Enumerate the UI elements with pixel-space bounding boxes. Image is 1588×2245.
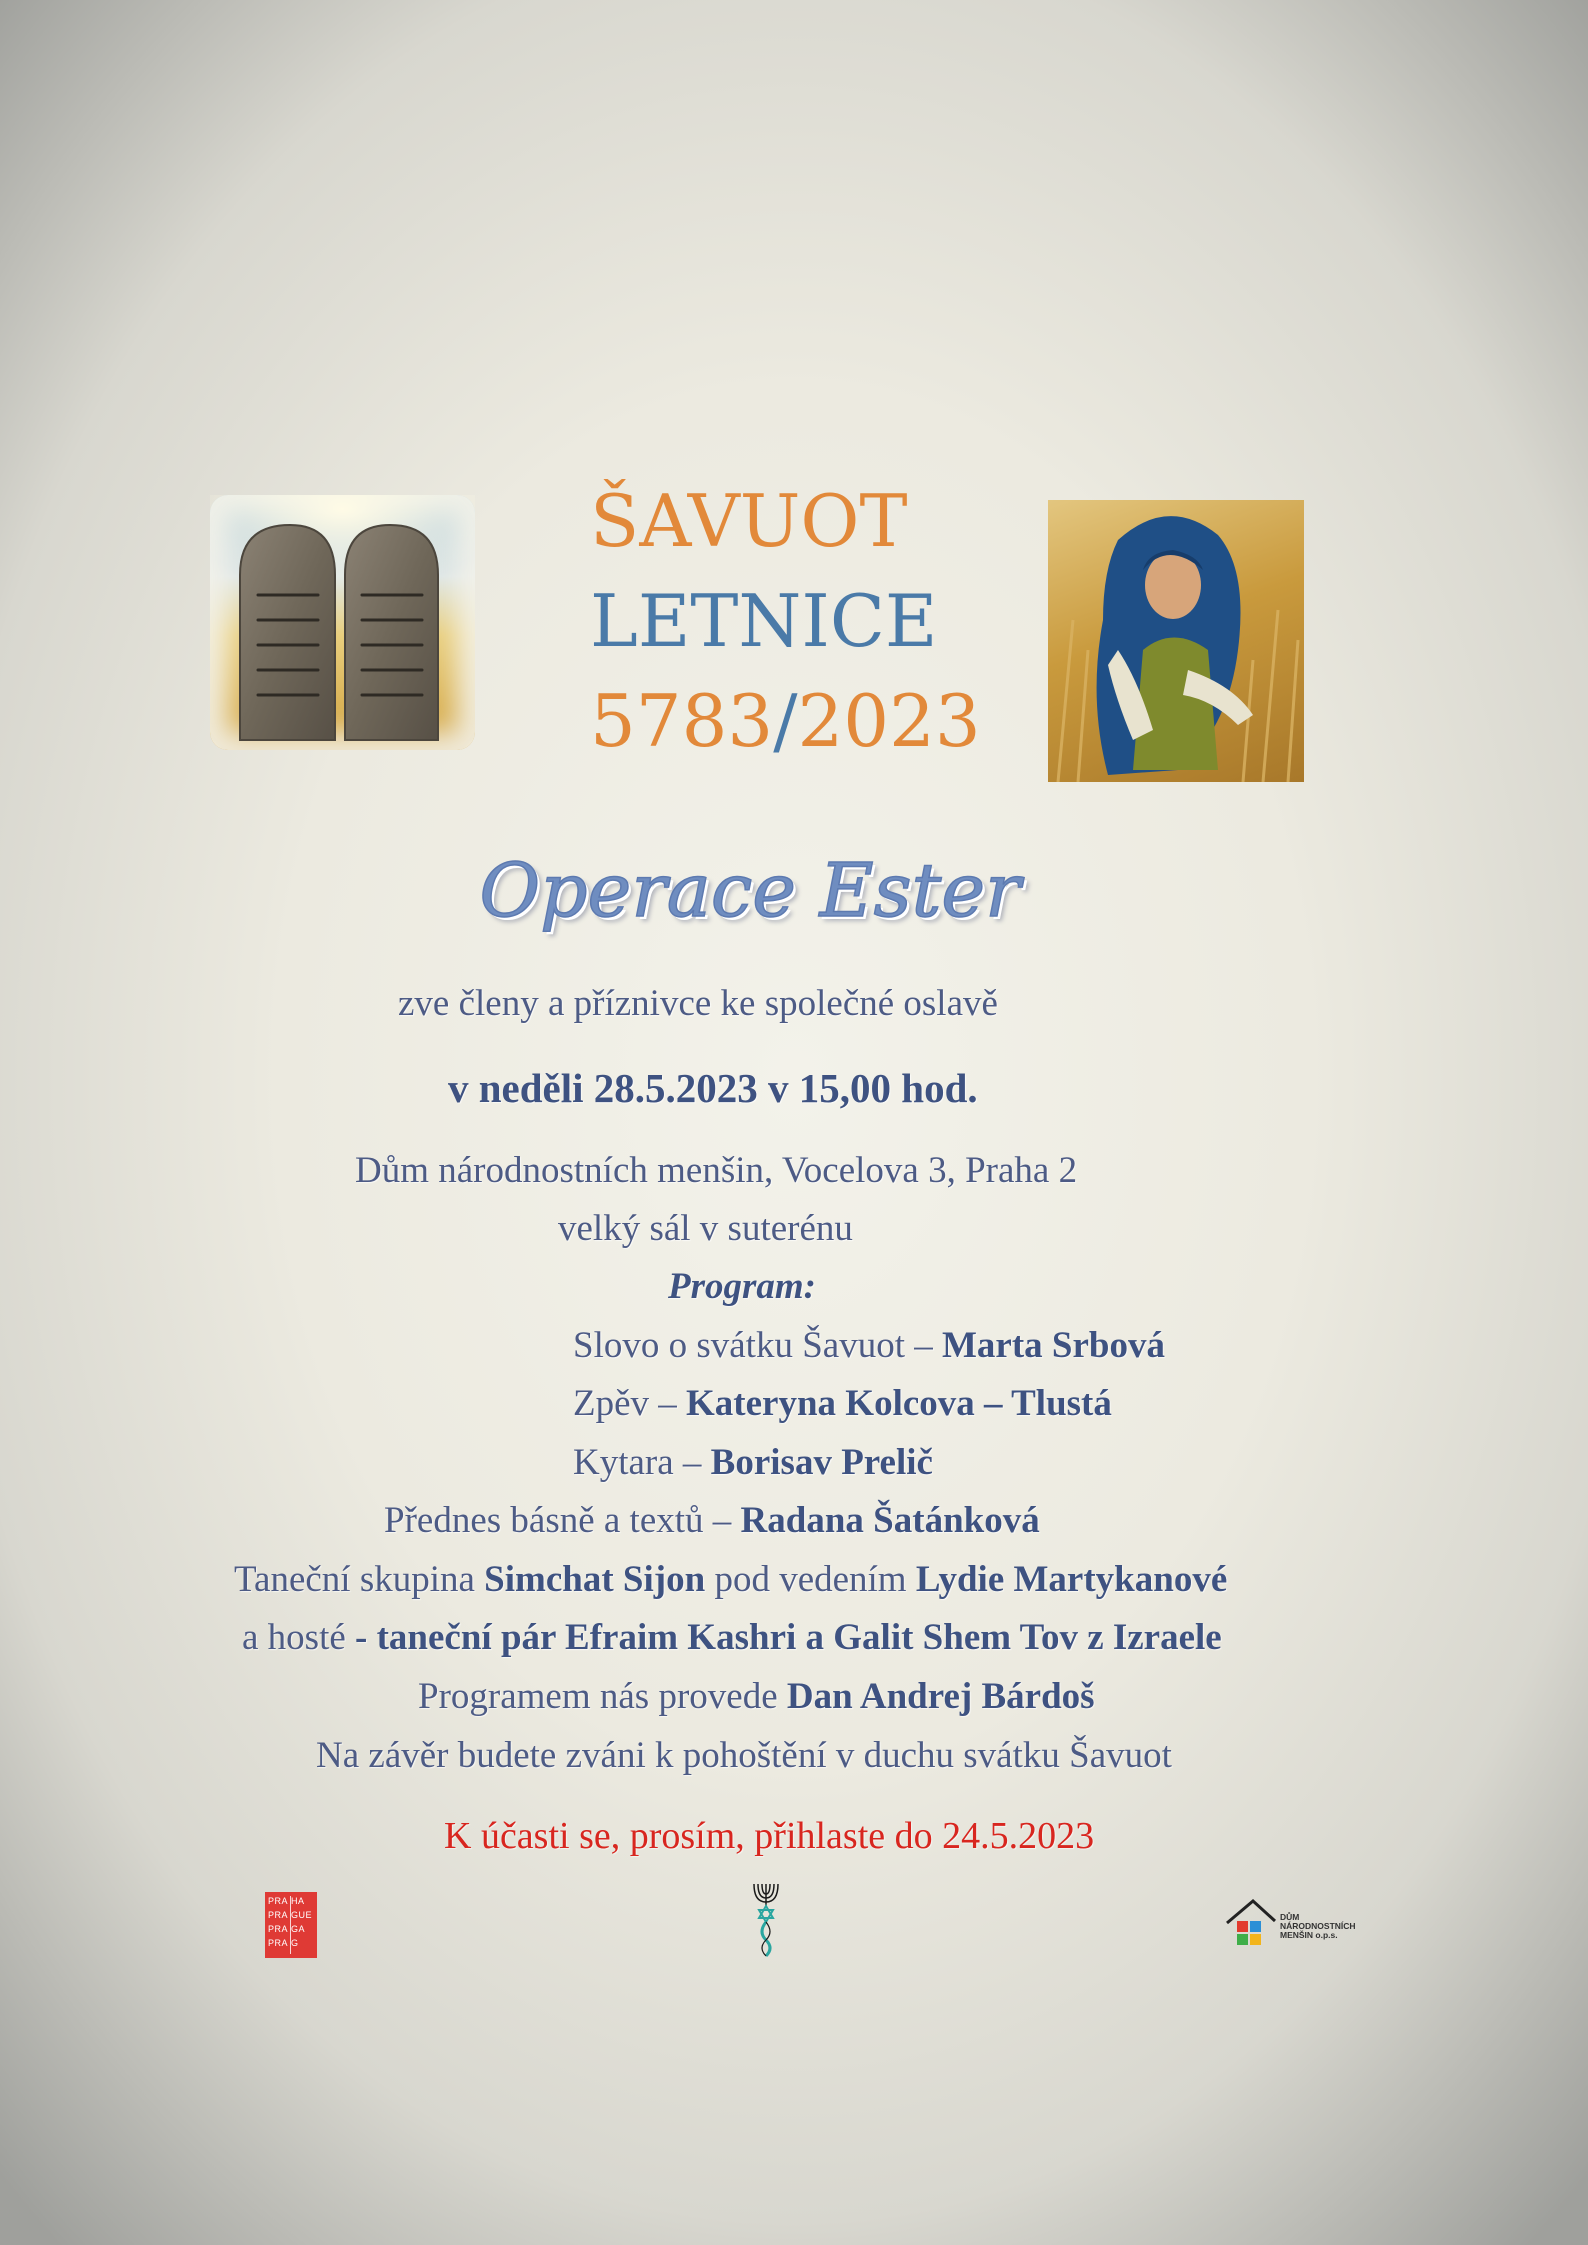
title-savuot: ŠAVUOT	[590, 479, 908, 563]
title-letnice: LETNICE	[590, 579, 938, 663]
praha-logo-text: PRA	[268, 1910, 289, 1920]
year-gregorian: 2023	[797, 679, 981, 763]
program-item	[234, 1561, 1227, 1598]
praha-logo-text: GA	[291, 1924, 306, 1934]
dum-narodnostnich-mensin-logo	[1225, 1893, 1365, 1951]
program-item-label: a hosté	[242, 1617, 356, 1658]
praha-logo-text: PRA	[268, 1938, 289, 1948]
praha-logo-text: HA	[291, 1896, 305, 1906]
program-item-label: Slovo o svátku Šavuot –	[573, 1325, 942, 1366]
dnm-logo-line3: MENŠIN o.p.s.	[1280, 1930, 1338, 1940]
program-item	[384, 1502, 1040, 1539]
program-item-performer-2: Lydie Martykanové	[915, 1559, 1228, 1600]
program-item	[316, 1737, 1172, 1774]
venue-hall: velký sál v suterénu	[558, 1208, 853, 1249]
praha-logo-text: PRA	[268, 1896, 289, 1906]
ruth-gleaning-image	[1048, 500, 1304, 782]
ten-commandments-tablets-image	[210, 495, 475, 750]
praha-logo-text: PRA	[268, 1924, 289, 1934]
event-date: v neděli 28.5.2023 v 15,00 hod.	[448, 1065, 978, 1111]
praha-logo-text: GUE	[291, 1910, 313, 1920]
dnm-logo-line2: NÁRODNOSTNÍCH	[1280, 1921, 1356, 1931]
dnm-logo-line1: DŮM	[1280, 1912, 1300, 1922]
menorah-icon	[748, 1880, 784, 1958]
year-separator: /	[773, 679, 798, 763]
program-item-performer: Marta Srbová	[942, 1325, 1165, 1366]
program-item-performer: Dan Andrej Bárdoš	[786, 1676, 1095, 1717]
program-item-label: Na závěr budete zváni k pohoštění v duchu svátku Šavuot	[316, 1735, 1172, 1776]
program-item	[242, 1619, 1222, 1656]
program-item	[573, 1385, 1112, 1422]
program-item-mid: pod vedením	[705, 1559, 916, 1600]
program-item	[573, 1327, 1165, 1364]
program-heading: Program:	[668, 1266, 816, 1307]
program-item-performer: - taneční pár Efraim Kashri a Galit Shem Tov z Izraele	[355, 1617, 1222, 1658]
invite-text: zve členy a příznivce ke společné oslavě	[398, 983, 998, 1024]
praha-logo-text: G	[291, 1938, 299, 1948]
program-item-performer: Borisav Prelič	[710, 1442, 933, 1483]
program-item-label: Taneční skupina	[234, 1559, 485, 1600]
year-hebrew: 5783	[590, 679, 774, 763]
program-item-label: Přednes básně a textů –	[384, 1500, 741, 1541]
program-item-label: Programem nás provede	[418, 1676, 787, 1717]
program-item-label: Kytara –	[573, 1442, 711, 1483]
program-item-label: Zpěv –	[573, 1383, 687, 1424]
venue-address: Dům národnostních menšin, Vocelova 3, Praha 2	[355, 1150, 1078, 1191]
program-item-performer: Simchat Sijon	[484, 1559, 706, 1600]
program-item-performer: Kateryna Kolcova – Tlustá	[686, 1383, 1112, 1424]
program-item-performer: Radana Šatánková	[740, 1500, 1040, 1541]
organizer-name: Operace Ester	[479, 848, 1021, 934]
program-item	[573, 1444, 933, 1481]
praha-logo	[265, 1892, 317, 1958]
title-year	[590, 679, 981, 763]
program-item	[418, 1678, 1095, 1715]
registration-note: K účasti se, prosím, přihlaste do 24.5.2023	[444, 1815, 1095, 1857]
